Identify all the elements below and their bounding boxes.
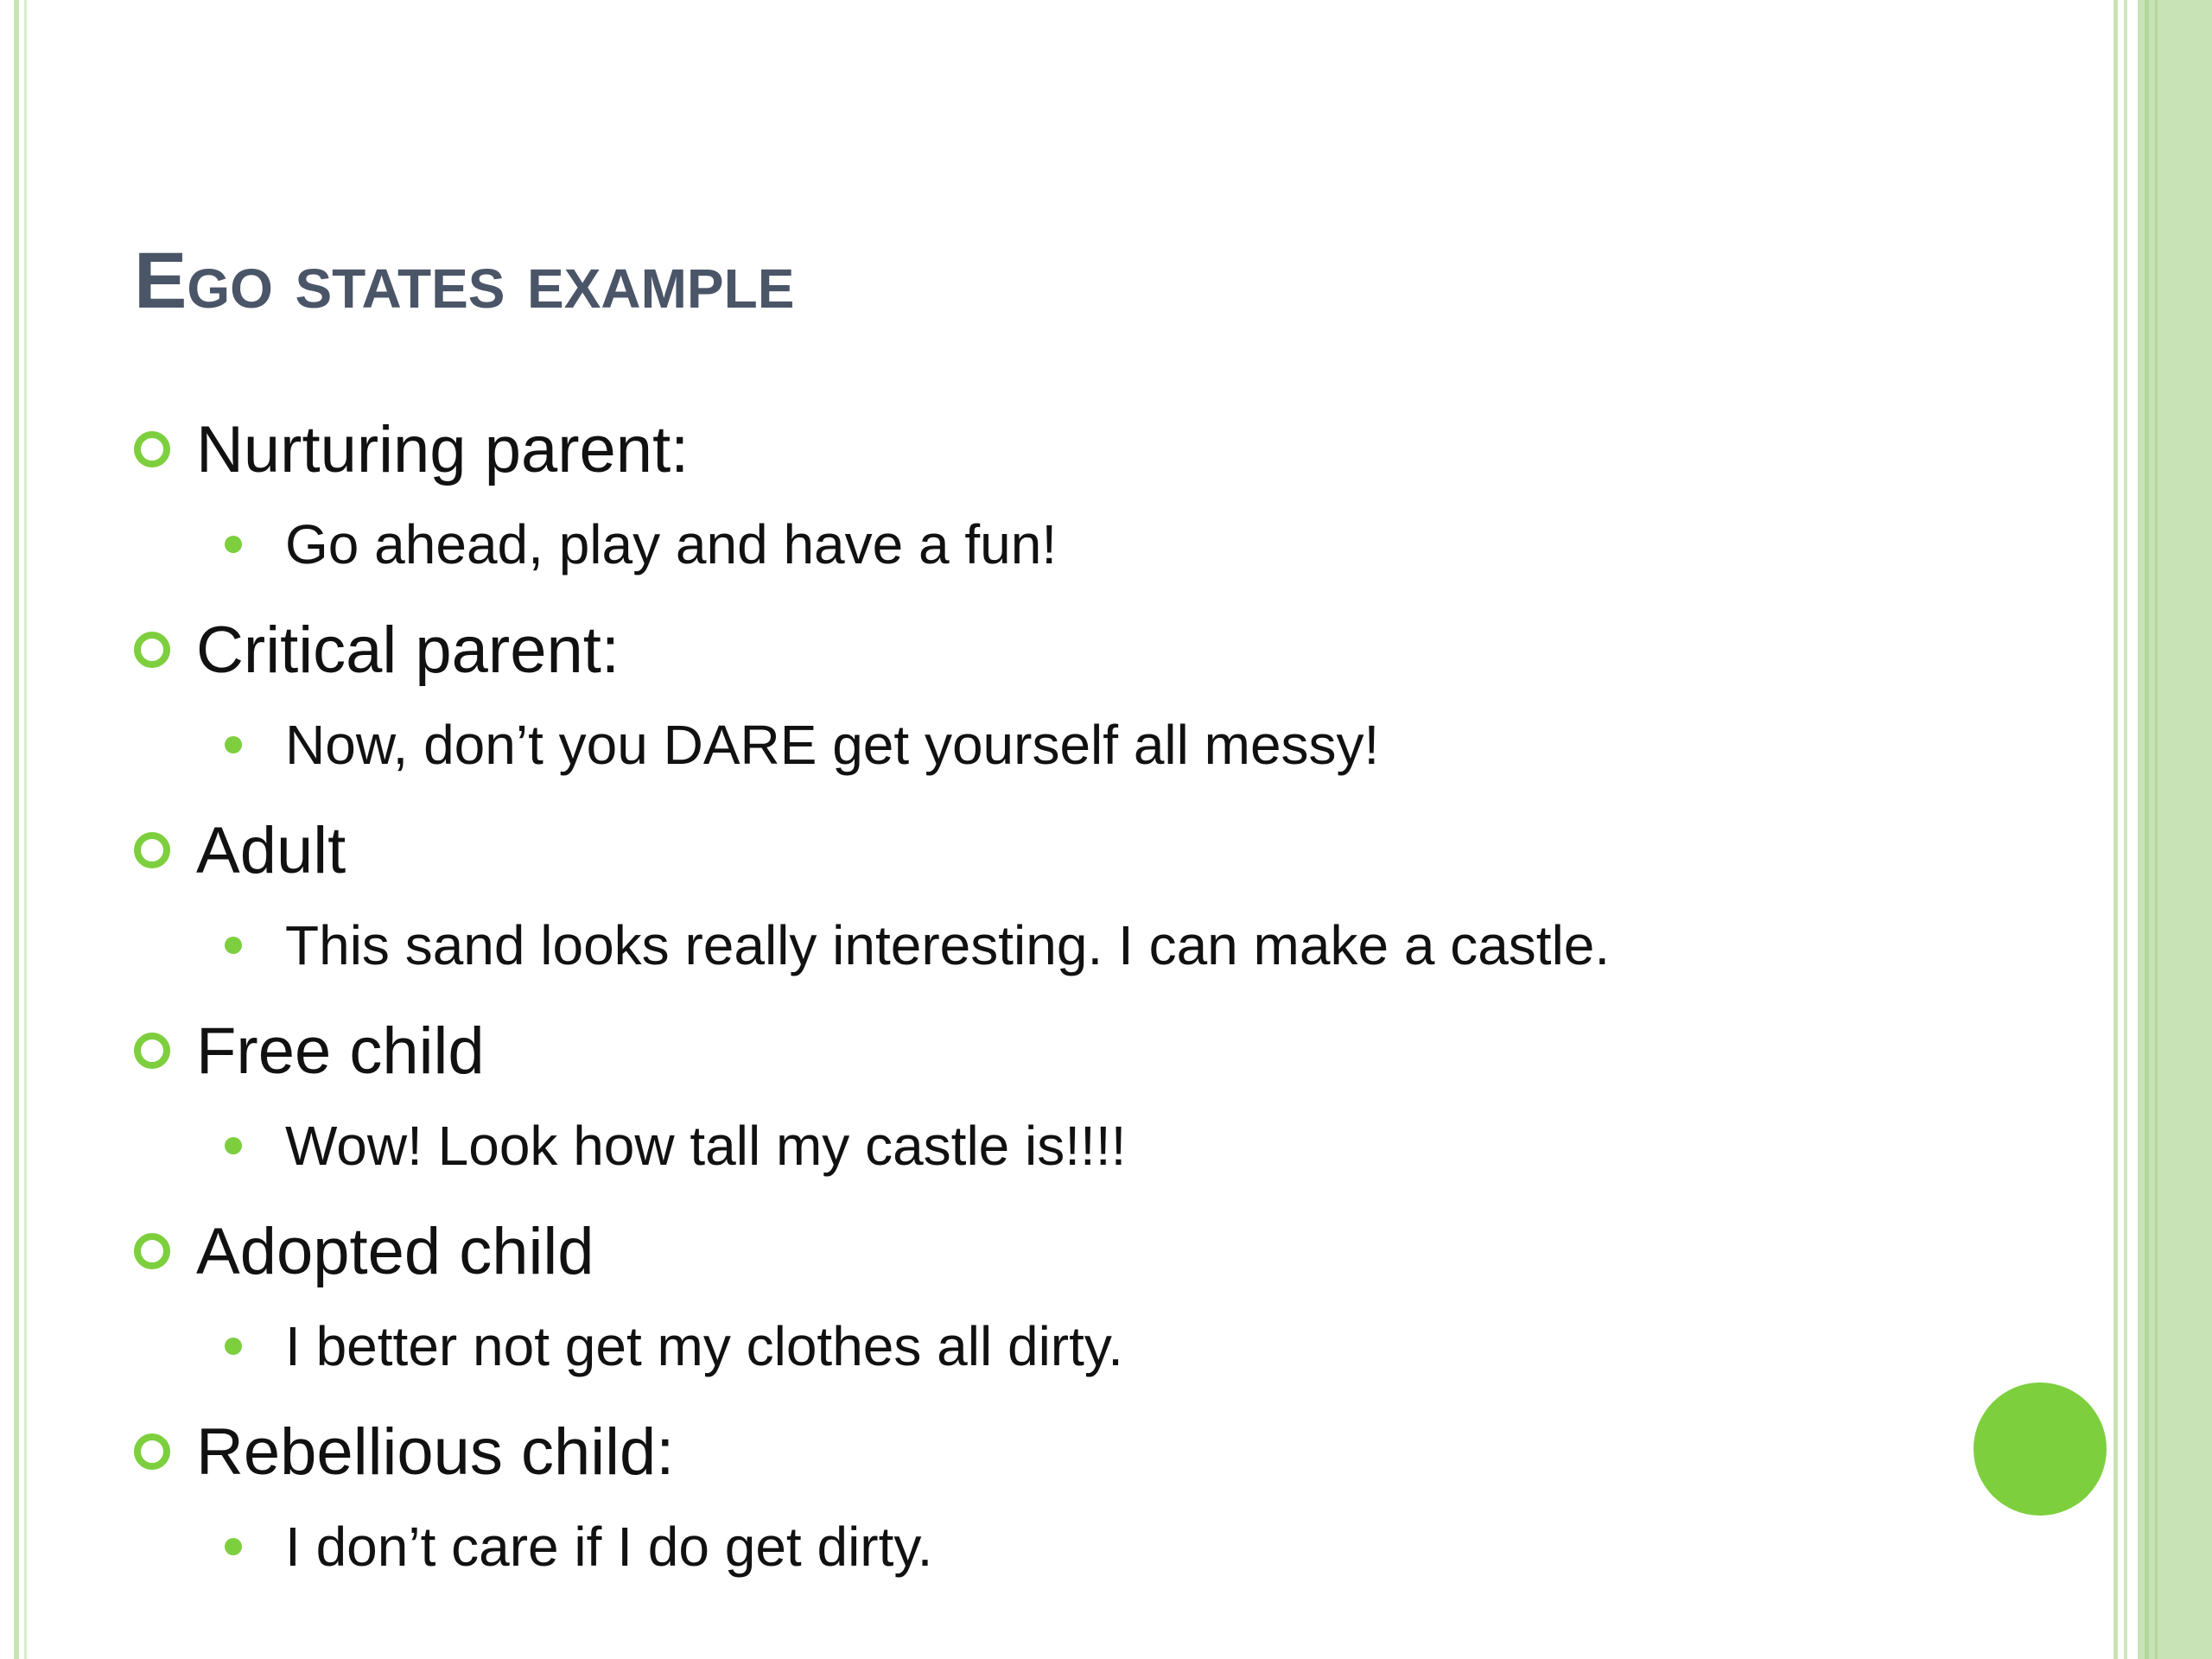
ego-state-example: Wow! Look how tall my castle is!!!! bbox=[285, 1115, 1127, 1177]
ring-bullet-icon bbox=[134, 431, 170, 467]
dot-bullet-icon bbox=[225, 937, 242, 954]
ring-bullet-icon bbox=[134, 1233, 170, 1269]
right-border-line-thin bbox=[2124, 0, 2127, 1659]
level1-bullet-row bbox=[134, 803, 346, 898]
level1-bullet-row bbox=[134, 1204, 594, 1299]
ego-state-example: Go ahead, play and have a fun! bbox=[285, 513, 1058, 575]
slide-title: Ego states example bbox=[134, 237, 795, 325]
ego-state-heading: Adopted child bbox=[196, 1214, 594, 1288]
list-item bbox=[134, 402, 2035, 602]
level2-bullet-row bbox=[225, 902, 1610, 988]
ego-state-example: This sand looks really interesting. I can make a castle. bbox=[285, 914, 1611, 976]
dot-bullet-icon bbox=[225, 1538, 242, 1555]
ego-state-example: I don’t care if I do get dirty. bbox=[285, 1516, 933, 1578]
list-item bbox=[134, 602, 2035, 803]
dot-bullet-icon bbox=[225, 1338, 242, 1355]
level2-bullet-row bbox=[225, 501, 1057, 588]
ring-bullet-icon bbox=[134, 1033, 170, 1069]
ego-state-heading: Nurturing parent: bbox=[196, 412, 690, 486]
ring-bullet-icon bbox=[134, 832, 170, 868]
bullet-list bbox=[134, 402, 2035, 1605]
level1-bullet-row bbox=[134, 1003, 485, 1098]
level2-bullet-row bbox=[225, 1103, 1126, 1189]
list-item bbox=[134, 1003, 2035, 1204]
left-border-line bbox=[14, 0, 19, 1659]
right-band-stripe bbox=[2145, 0, 2149, 1659]
ego-state-example: I better not get my clothes all dirty. bbox=[285, 1315, 1123, 1377]
ego-state-heading: Rebellious child: bbox=[196, 1414, 675, 1489]
ring-bullet-icon bbox=[134, 632, 170, 668]
left-border-line-thin bbox=[24, 0, 27, 1659]
list-item bbox=[134, 1204, 2035, 1404]
dot-bullet-icon bbox=[225, 536, 242, 553]
list-item bbox=[134, 803, 2035, 1003]
list-item bbox=[134, 1404, 2035, 1605]
level2-bullet-row bbox=[225, 1503, 932, 1590]
level2-bullet-row bbox=[225, 702, 1379, 788]
level2-bullet-row bbox=[225, 1303, 1123, 1389]
dot-bullet-icon bbox=[225, 1137, 242, 1154]
dot-bullet-icon bbox=[225, 736, 242, 753]
green-circle-icon bbox=[1974, 1382, 2107, 1516]
level1-bullet-row bbox=[134, 1404, 674, 1499]
level1-bullet-row bbox=[134, 402, 689, 497]
ring-bullet-icon bbox=[134, 1433, 170, 1470]
ego-state-heading: Critical parent: bbox=[196, 613, 620, 687]
right-band-stripe-thin bbox=[2155, 0, 2158, 1659]
ego-state-heading: Adult bbox=[196, 813, 346, 887]
right-border-line bbox=[2113, 0, 2118, 1659]
level1-bullet-row bbox=[134, 602, 620, 697]
ego-state-example: Now, don’t you DARE get yourself all messy! bbox=[285, 714, 1380, 776]
ego-state-heading: Free child bbox=[196, 1014, 485, 1088]
